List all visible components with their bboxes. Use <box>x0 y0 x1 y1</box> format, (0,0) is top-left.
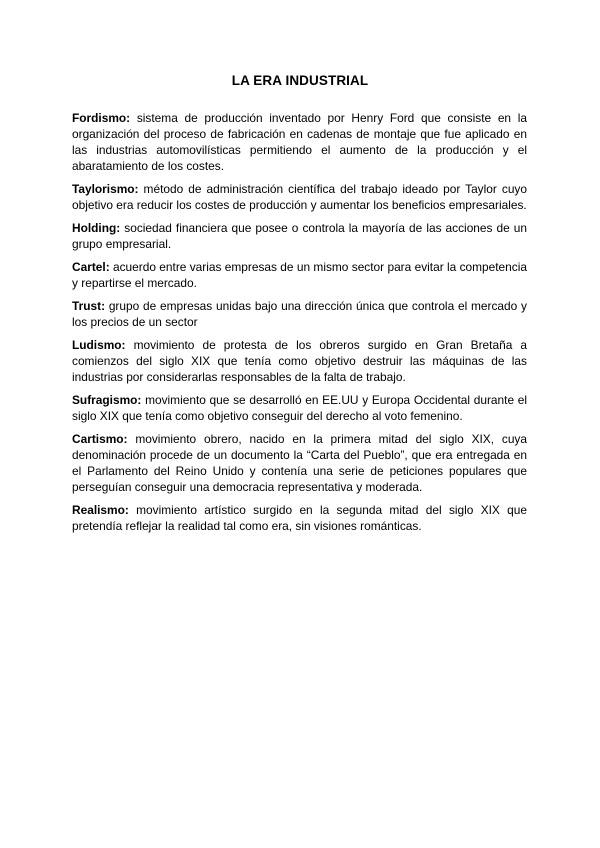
definition-trust: grupo de empresas unidas bajo una dirección única que controla el mercado y los precios de un sector <box>72 299 527 329</box>
entry-ludismo <box>72 337 527 385</box>
term-holding: Holding: <box>72 221 121 235</box>
term-sufragismo: Sufragismo: <box>72 393 142 407</box>
definition-cartismo: movimiento obrero, nacido en la primera mitad del siglo XIX, cuya denominación procede de un documento la “Carta del Pueblo”, que era entregada en el Parlamento del Reino Unido y contenía una serie de peticiones populares que perseguían conseguir una democracia representativa y moderada. <box>72 432 527 494</box>
definition-holding: sociedad financiera que posee o controla la mayoría de las acciones de un grupo empresarial. <box>72 221 527 251</box>
term-cartismo: Cartismo: <box>72 432 128 446</box>
entry-cartel <box>72 259 527 291</box>
definition-sufragismo: movimiento que se desarrolló en EE.UU y Europa Occidental durante el siglo XIX que tenía como objetivo conseguir del derecho al voto femenino. <box>72 393 527 423</box>
document-title: LA ERA INDUSTRIAL <box>231 73 369 88</box>
entry-trust <box>72 298 527 330</box>
term-taylorismo: Taylorismo: <box>72 182 139 196</box>
definition-fordismo: sistema de producción inventado por Henry Ford que consiste en la organización del proceso de fabricación en cadenas de montaje que fue aplicado en las industrias automovilísticas permitiendo el aumento de la producción y el abaratamiento de los costes. <box>72 111 527 173</box>
definition-taylorismo: método de administración científica del trabajo ideado por Taylor cuyo objetivo era reducir los costes de producción y aumentar los beneficios empresariales. <box>72 182 527 212</box>
entry-cartismo <box>72 431 527 495</box>
term-ludismo: Ludismo: <box>72 338 126 352</box>
definition-cartel: acuerdo entre varias empresas de un mismo sector para evitar la competencia y repartirse el mercado. <box>72 260 527 290</box>
glossary-list <box>72 110 527 541</box>
term-cartel: Cartel: <box>72 260 110 274</box>
entry-realismo <box>72 502 527 534</box>
entry-fordismo <box>72 110 527 174</box>
entry-holding <box>72 220 527 252</box>
term-trust: Trust: <box>72 299 106 313</box>
term-fordismo: Fordismo: <box>72 111 131 125</box>
entry-taylorismo <box>72 181 527 213</box>
entry-sufragismo <box>72 392 527 424</box>
definition-realismo: movimiento artístico surgido en la segunda mitad del siglo XIX que pretendía reflejar la realidad tal como era, sin visiones románticas. <box>72 503 527 533</box>
term-realismo: Realismo: <box>72 503 129 517</box>
definition-ludismo: movimiento de protesta de los obreros surgido en Gran Bretaña a comienzos del siglo XIX que tenía como objetivo destruir las máquinas de las industrias por considerarlas responsables de la falta de trabajo. <box>72 338 527 384</box>
